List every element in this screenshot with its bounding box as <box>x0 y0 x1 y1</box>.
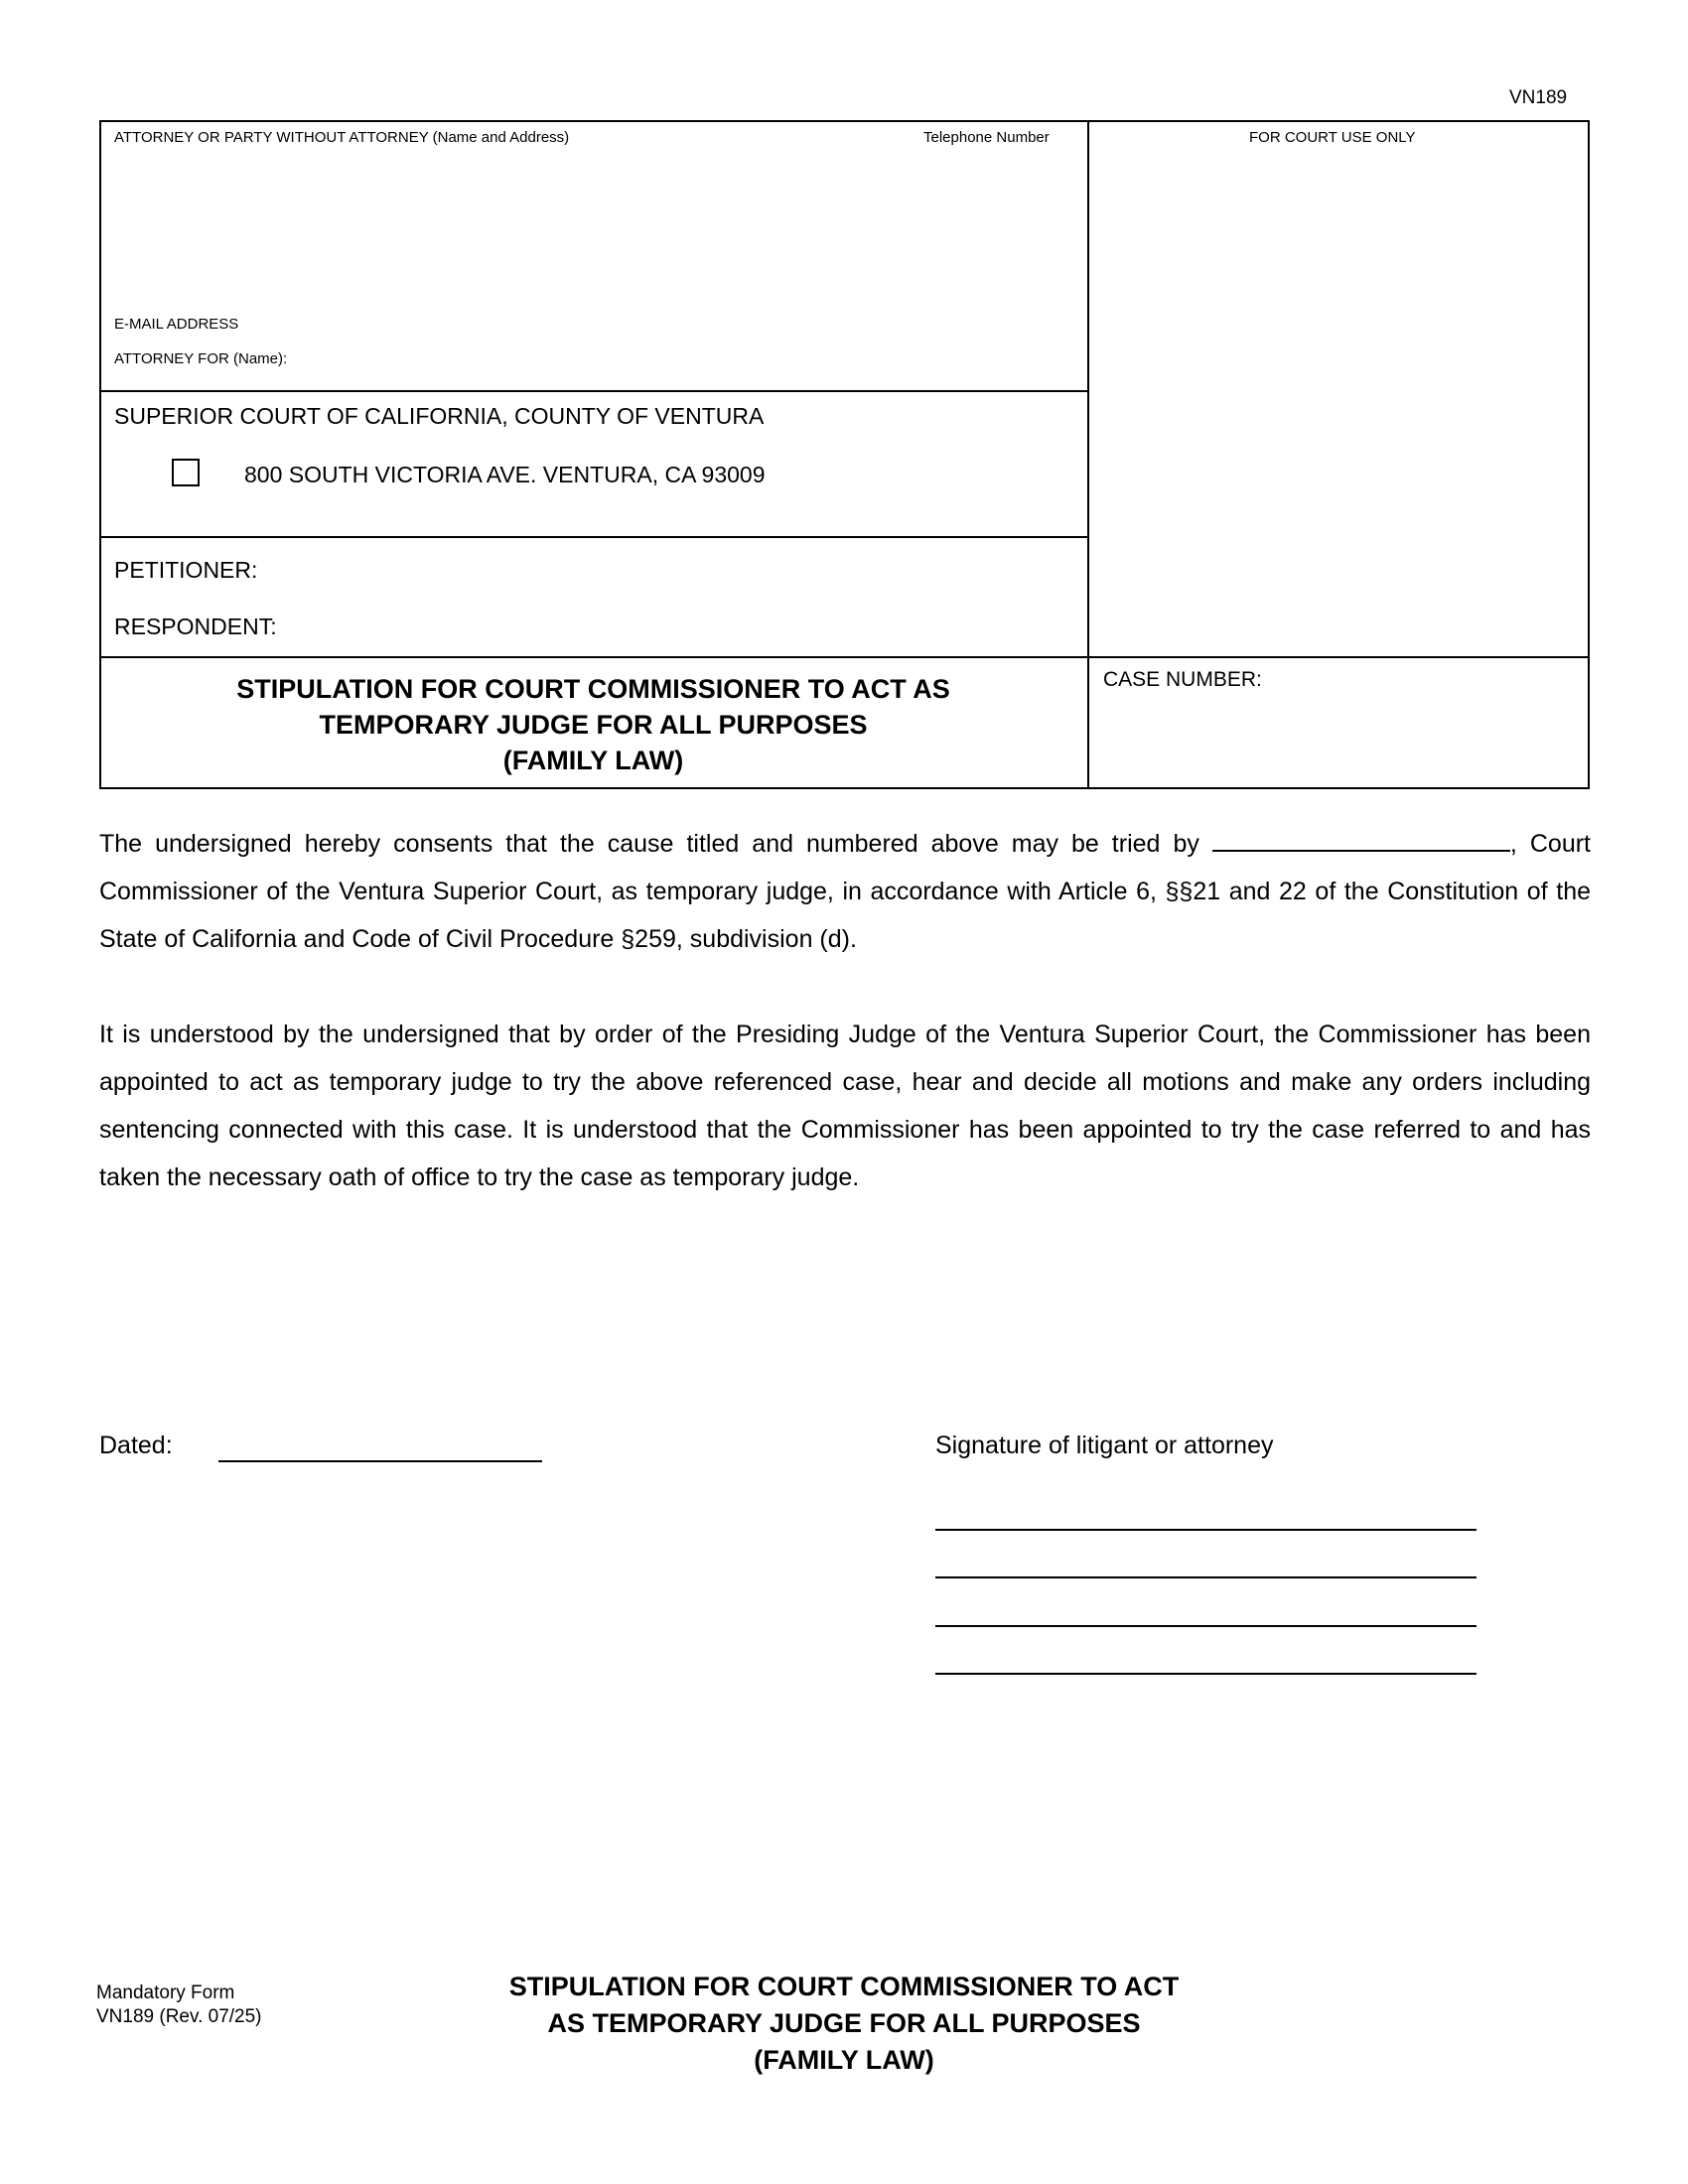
footer-title-line2: AS TEMPORARY JUDGE FOR ALL PURPOSES <box>547 2008 1141 2038</box>
respondent-label: RESPONDENT: <box>114 614 277 639</box>
dated-label: Dated: <box>99 1432 173 1459</box>
footer-form-info <box>96 1981 262 2029</box>
court-address: 800 SOUTH VICTORIA AVE. VENTURA, CA 93009 <box>244 462 766 487</box>
understanding-text: It is understood by the undersigned that by order of the Presiding Judge of the Ventura Superior Court, the Commissioner has been appointed to act as temporary judge to try the above referenced case, hear and decide all motions and make any orders including sentencing connected with this case. It is understood that the Commissioner has been appointed to try the case referred to and has taken the necessary oath of office to try the case as temporary judge. <box>99 1021 1591 1191</box>
understanding-paragraph <box>99 1011 1591 1201</box>
divider-attorney-court <box>99 390 1088 392</box>
petitioner-label: PETITIONER: <box>114 557 258 583</box>
signature-line-4[interactable] <box>935 1673 1477 1675</box>
attorney-for-label: ATTORNEY FOR (Name): <box>114 350 288 367</box>
form-title-line2: TEMPORARY JUDGE FOR ALL PURPOSES <box>319 710 868 740</box>
divider-court-parties <box>99 536 1088 538</box>
footer-title <box>437 1969 1251 2079</box>
footer-title-line1: STIPULATION FOR COURT COMMISSIONER TO ACT <box>508 1972 1180 2001</box>
case-number-label: CASE NUMBER: <box>1103 668 1262 691</box>
attorney-label: ATTORNEY OR PARTY WITHOUT ATTORNEY (Name and Address) <box>114 129 570 146</box>
divider-parties-title <box>99 656 1590 658</box>
form-title-line1: STIPULATION FOR COURT COMMISSIONER TO ACT AS <box>236 674 950 704</box>
signature-line-3[interactable] <box>935 1625 1477 1627</box>
signature-line-1[interactable] <box>935 1529 1477 1531</box>
form-code: VN189 <box>1509 87 1568 108</box>
form-title <box>99 671 1087 778</box>
form-revision: VN189 (Rev. 07/25) <box>96 2006 262 2027</box>
court-use-label: FOR COURT USE ONLY <box>1249 129 1416 146</box>
date-field[interactable] <box>218 1460 542 1462</box>
telephone-label: Telephone Number <box>923 129 1050 146</box>
consent-text-start: The undersigned hereby consents that the cause titled and numbered above may be tried by <box>99 830 1199 858</box>
footer-title-line3: (FAMILY LAW) <box>754 2045 934 2075</box>
caption-vertical-divider <box>1087 120 1089 789</box>
commissioner-name-field[interactable] <box>1212 828 1510 852</box>
court-location-checkbox[interactable] <box>172 459 200 486</box>
court-name: SUPERIOR COURT OF CALIFORNIA, COUNTY OF VENTURA <box>114 403 765 429</box>
mandatory-form-label: Mandatory Form <box>96 1982 235 2003</box>
consent-text-end: , Court Commissioner of the Ventura Superior Court, as temporary judge, in accordance with Article 6, §§21 and 22 of the Constitution of the State of California and Code of Civil Procedure §259, subdivision (d). <box>99 830 1592 953</box>
signature-label: Signature of litigant or attorney <box>935 1432 1274 1459</box>
consent-paragraph <box>99 820 1591 963</box>
email-label: E-MAIL ADDRESS <box>114 316 239 333</box>
signature-line-2[interactable] <box>935 1576 1477 1578</box>
form-title-line3: (FAMILY LAW) <box>502 746 684 775</box>
